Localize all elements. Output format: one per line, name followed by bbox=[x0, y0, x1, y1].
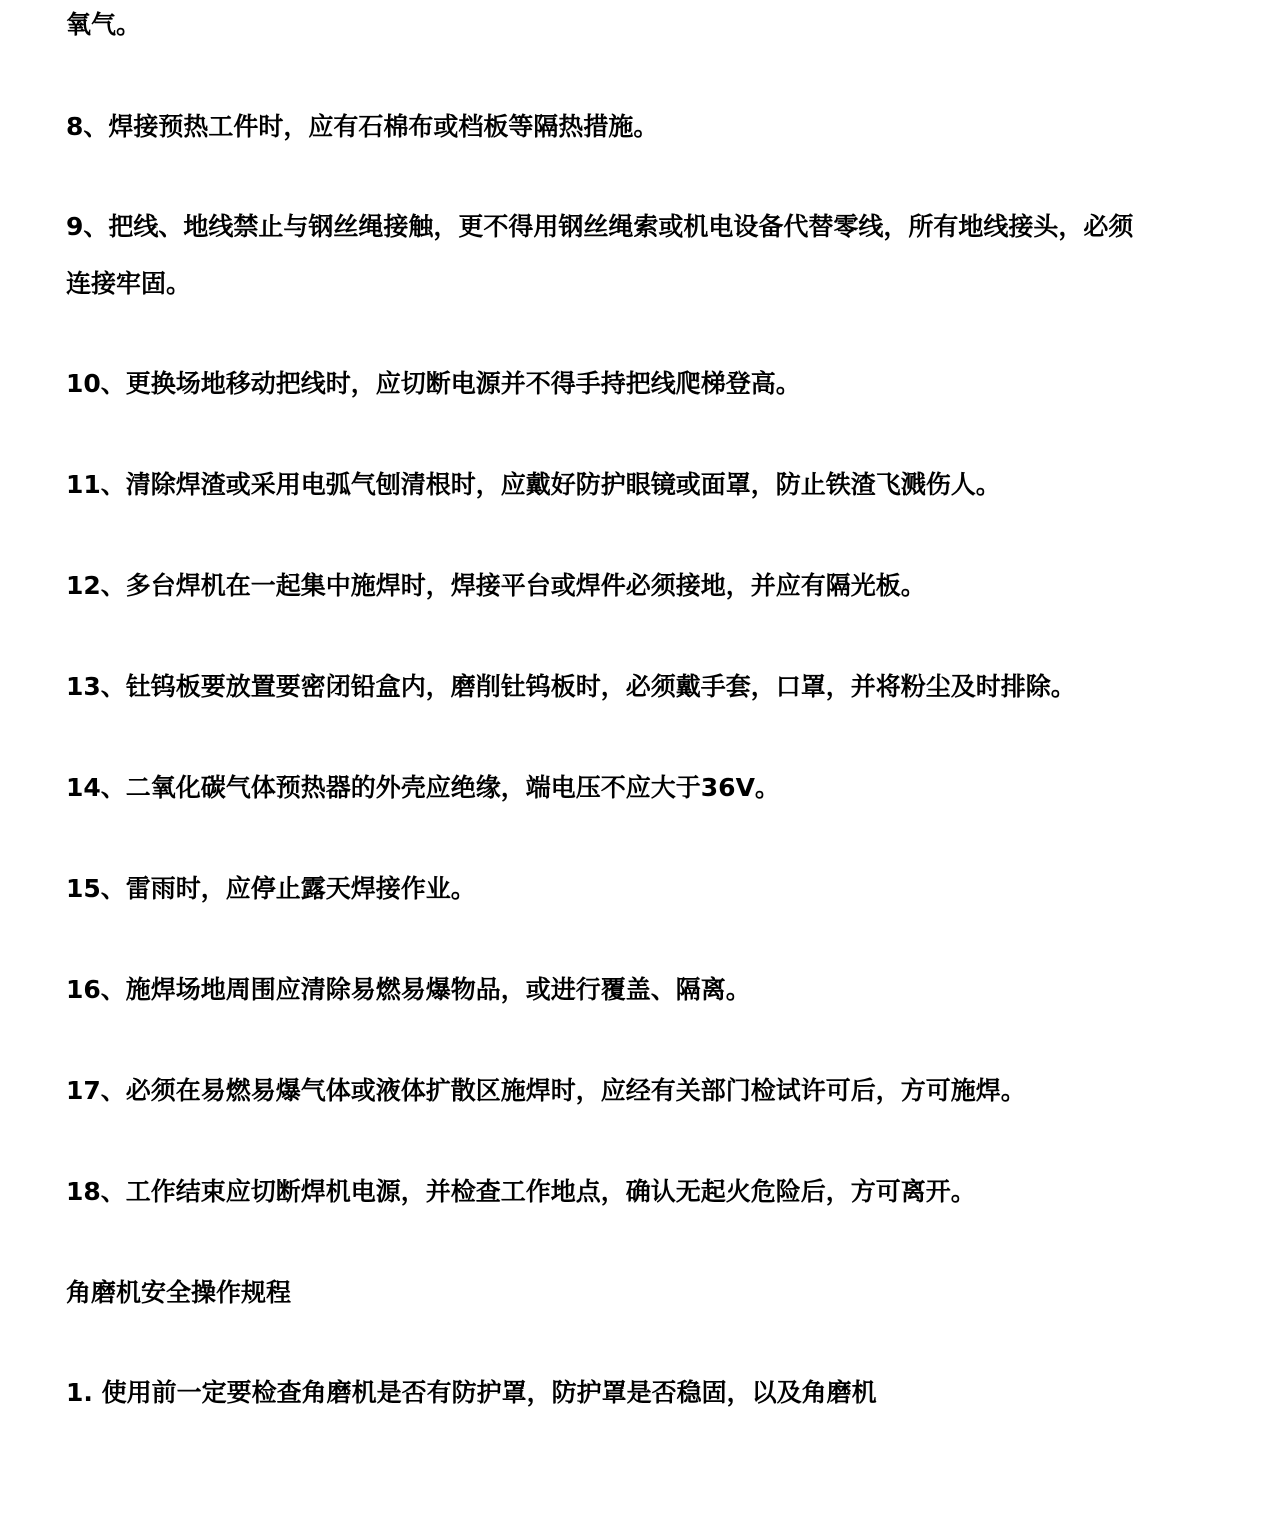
rule-item-9-line-2: 连接牢固。 bbox=[66, 269, 192, 298]
rule-item-15: 15、雷雨时，应停止露天焊接作业。 bbox=[66, 874, 476, 903]
section-heading-angle-grinder: 角磨机安全操作规程 bbox=[66, 1278, 292, 1307]
rule-item-8: 8、焊接预热工件时，应有石棉布或档板等隔热措施。 bbox=[66, 112, 659, 141]
paragraph-oxygen-continuation: 氧气。 bbox=[66, 10, 142, 39]
grinder-rule-item-1: 1. 使用前一定要检查角磨机是否有防护罩，防护罩是否稳固，以及角磨机 bbox=[66, 1378, 877, 1407]
rule-item-9-line-1: 9、把线、地线禁止与钢丝绳接触，更不得用钢丝绳索或机电设备代替零线，所有地线接头，必须 bbox=[66, 212, 1134, 241]
rule-item-12: 12、多台焊机在一起集中施焊时，焊接平台或焊件必须接地，并应有隔光板。 bbox=[66, 571, 926, 600]
rule-item-16: 16、施焊场地周围应清除易燃易爆物品，或进行覆盖、隔离。 bbox=[66, 975, 751, 1004]
rule-item-14: 14、二氧化碳气体预热器的外壳应绝缘，端电压不应大于36V。 bbox=[66, 773, 780, 802]
rule-item-13: 13、钍钨板要放置要密闭铅盒内，磨削钍钨板时，必须戴手套，口罩，并将粉尘及时排除。 bbox=[66, 672, 1076, 701]
rule-item-18: 18、工作结束应切断焊机电源，并检查工作地点，确认无起火危险后，方可离开。 bbox=[66, 1177, 976, 1206]
rule-item-11: 11、清除焊渣或采用电弧气刨清根时，应戴好防护眼镜或面罩，防止铁渣飞溅伤人。 bbox=[66, 470, 1001, 499]
rule-item-10: 10、更换场地移动把线时，应切断电源并不得手持把线爬梯登高。 bbox=[66, 369, 801, 398]
rule-item-17: 17、必须在易燃易爆气体或液体扩散区施焊时，应经有关部门检试许可后，方可施焊。 bbox=[66, 1076, 1026, 1105]
